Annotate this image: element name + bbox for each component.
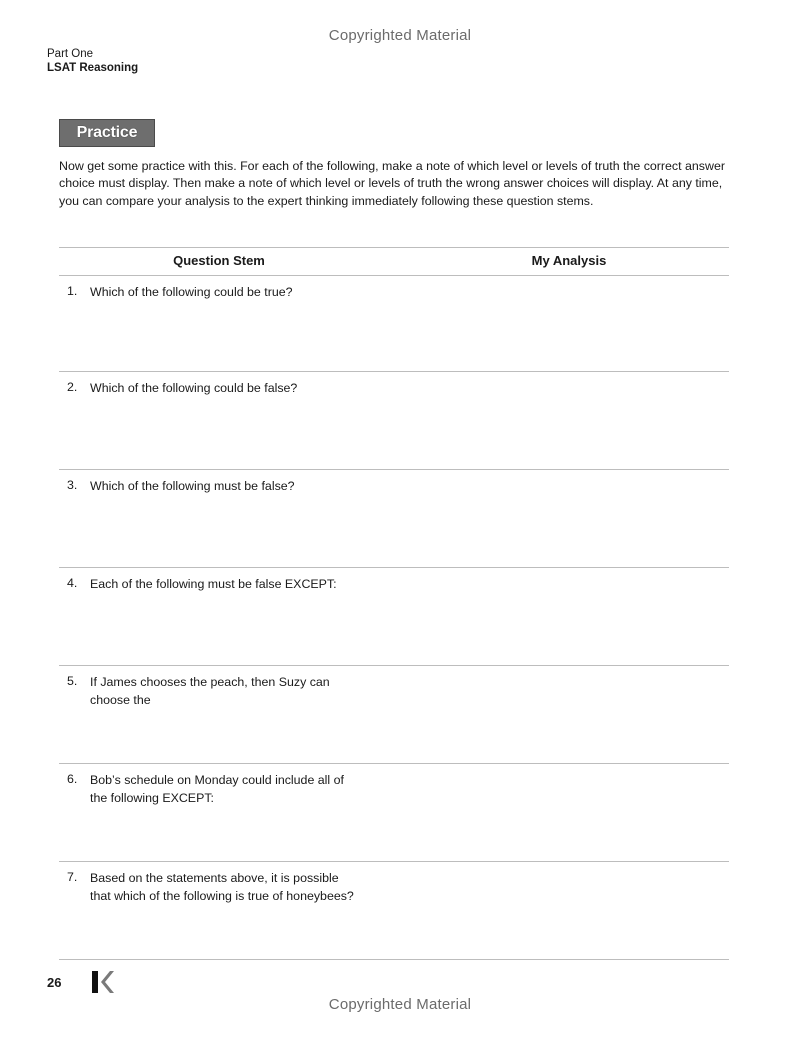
question-stem: If James chooses the peach, then Suzy can choose the [90,675,330,707]
running-head [47,47,138,75]
table-header-row [59,248,729,275]
question-number: 6. [67,772,78,786]
question-number: 5. [67,674,78,688]
table-row [59,666,729,763]
table-row [59,862,729,959]
analysis-cell[interactable] [459,470,729,567]
table-bottom-rule [59,959,729,960]
table-row [59,568,729,665]
chapter-label: LSAT Reasoning [47,62,139,74]
table-row [59,372,729,469]
analysis-cell[interactable] [459,568,729,665]
page-number: 26 [47,975,62,990]
analysis-cell[interactable] [459,276,729,371]
table-row [59,470,729,567]
question-number: 2. [67,380,78,394]
header-my-analysis: My Analysis [531,253,607,268]
copyright-watermark-bottom: Copyrighted Material [328,996,472,1013]
table-row [59,276,729,371]
question-stem: Bob’s schedule on Monday could include all of the following EXCEPT: [90,773,344,805]
analysis-cell[interactable] [459,764,729,861]
copyright-watermark-top: Copyrighted Material [328,27,472,44]
analysis-cell[interactable] [459,862,729,959]
question-stem: Which of the following could be true? [90,285,293,299]
practice-badge: Practice [59,119,155,147]
question-number: 7. [67,870,78,884]
analysis-cell[interactable] [459,666,729,763]
practice-table [59,247,729,960]
question-number: 1. [67,284,78,298]
question-stem: Which of the following must be false? [90,479,295,493]
question-stem: Which of the following could be false? [90,381,298,395]
header-question-stem: Question Stem [173,253,265,268]
question-stem: Based on the statements above, it is possible that which of the following is true of honeybees? [90,871,354,903]
table-row [59,764,729,861]
analysis-cell[interactable] [459,372,729,469]
kaplan-k-logo-icon [92,971,114,993]
part-label: Part One [47,48,94,60]
intro-paragraph: Now get some practice with this. For each of the following, make a note of which level or levels of truth the correct answer choice must display. Then make a note of which level or levels of truth the wrong answer choices will display. At any time, you can compare your analysis to the expert thinking immediately following these question stems. [59,159,725,208]
question-number: 4. [67,576,78,590]
question-stem: Each of the following must be false EXCEPT: [90,577,337,591]
question-number: 3. [67,478,78,492]
